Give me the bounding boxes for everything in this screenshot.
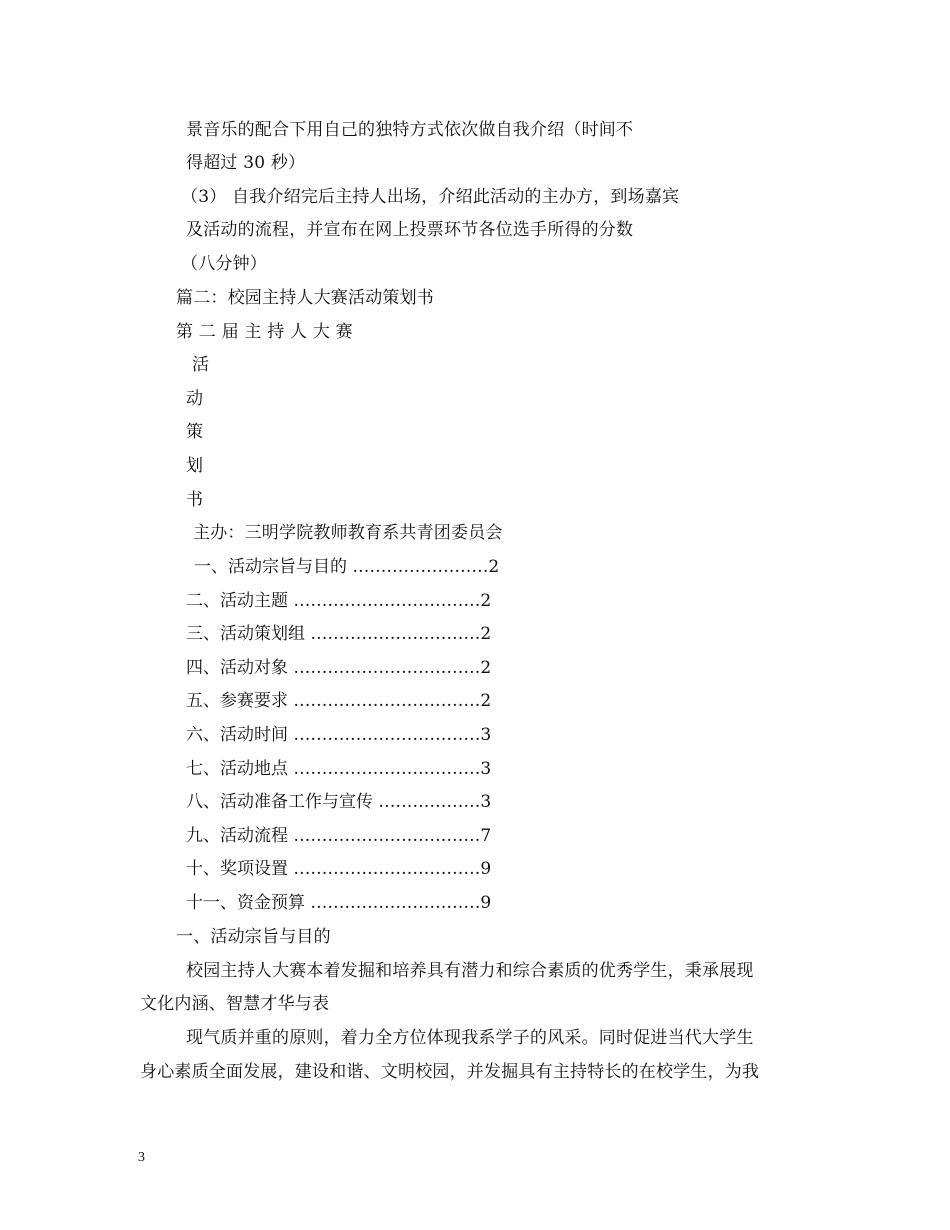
vertical-title-char: 书: [186, 490, 204, 510]
toc-page: 3: [480, 725, 492, 745]
body-text-line: 现气质并重的原则，着力全方位体现我系学子的风采。同时促进当代大学生: [186, 1028, 754, 1048]
toc-leader: ……………………………: [293, 691, 481, 711]
vertical-title-char: 划: [186, 456, 204, 476]
toc-page: 7: [480, 826, 492, 846]
body-text-line: 及活动的流程，并宣布在网上投票环节各位选手所得的分数: [186, 220, 634, 240]
toc-label: 一、活动宗旨与目的: [194, 557, 347, 577]
page-number: 3: [138, 1150, 145, 1165]
body-text-line: 文化内涵、智慧才华与表: [140, 994, 330, 1014]
toc-page: 3: [480, 759, 492, 779]
body-text-line: 景音乐的配合下用自己的独特方式依次做自我介绍（时间不: [186, 120, 634, 140]
toc-page: 2: [488, 557, 500, 577]
toc-label: 六、活动时间: [186, 725, 288, 745]
toc-leader: ………………: [378, 792, 481, 812]
toc-leader: …………………………: [310, 893, 481, 913]
toc-leader: ……………………………: [293, 658, 481, 678]
toc-label: 九、活动流程: [186, 826, 288, 846]
toc-item: [186, 657, 491, 679]
vertical-title-char: 活: [192, 355, 210, 375]
toc-label: 八、活动准备工作与宣传: [186, 792, 373, 812]
toc-item: [186, 724, 491, 746]
toc-label: 三、活动策划组: [186, 624, 305, 644]
toc-leader: ……………………: [352, 557, 489, 577]
toc-item: [186, 892, 491, 914]
toc-item: [186, 825, 491, 847]
toc-leader: ……………………………: [293, 859, 481, 879]
toc-leader: ……………………………: [293, 826, 481, 846]
toc-item: [186, 858, 491, 880]
body-text-line: 校园主持人大赛本着发掘和培养具有潜力和综合素质的优秀学生，秉承展现: [186, 961, 754, 981]
toc-item: [194, 556, 499, 578]
toc-page: 2: [480, 591, 492, 611]
toc-page: 3: [480, 792, 492, 812]
toc-label: 七、活动地点: [186, 759, 288, 779]
section-heading: 一、活动宗旨与目的: [176, 927, 331, 947]
toc-leader: ……………………………: [293, 725, 481, 745]
toc-item: [186, 590, 491, 612]
vertical-title-char: 动: [186, 389, 204, 409]
toc-item: [186, 791, 491, 813]
body-text-line: 身心素质全面发展，建设和谐、文明校园，并发掘具有主持特长的在校学生，为我: [140, 1062, 760, 1082]
toc-label: 四、活动对象: [186, 658, 288, 678]
organizer-line: 主办：三明学院教师教育系共青团委员会: [193, 523, 503, 543]
toc-page: 9: [480, 893, 492, 913]
section-heading: 篇二：校园主持人大赛活动策划书: [176, 288, 434, 308]
body-text-line: 得超过 30 秒）: [186, 153, 306, 173]
toc-page: 2: [480, 658, 492, 678]
body-text-line: （八分钟）: [181, 254, 267, 274]
event-name: 第 二 届 主 持 人 大 赛: [176, 322, 353, 342]
toc-label: 二、活动主题: [186, 591, 288, 611]
toc-item: [186, 758, 491, 780]
toc-leader: ……………………………: [293, 591, 481, 611]
toc-page: 2: [480, 624, 492, 644]
toc-label: 十一、资金预算: [186, 893, 305, 913]
toc-item: [186, 690, 491, 712]
toc-leader: …………………………: [310, 624, 481, 644]
body-text-line: （3） 自我介绍完后主持人出场，介绍此活动的主办方，到场嘉宾: [181, 187, 680, 207]
toc-label: 五、参赛要求: [186, 691, 288, 711]
toc-label: 十、奖项设置: [186, 859, 288, 879]
toc-leader: ……………………………: [293, 759, 481, 779]
toc-page: 2: [480, 691, 492, 711]
toc-page: 9: [480, 859, 492, 879]
toc-item: [186, 623, 491, 645]
vertical-title-char: 策: [186, 422, 204, 442]
